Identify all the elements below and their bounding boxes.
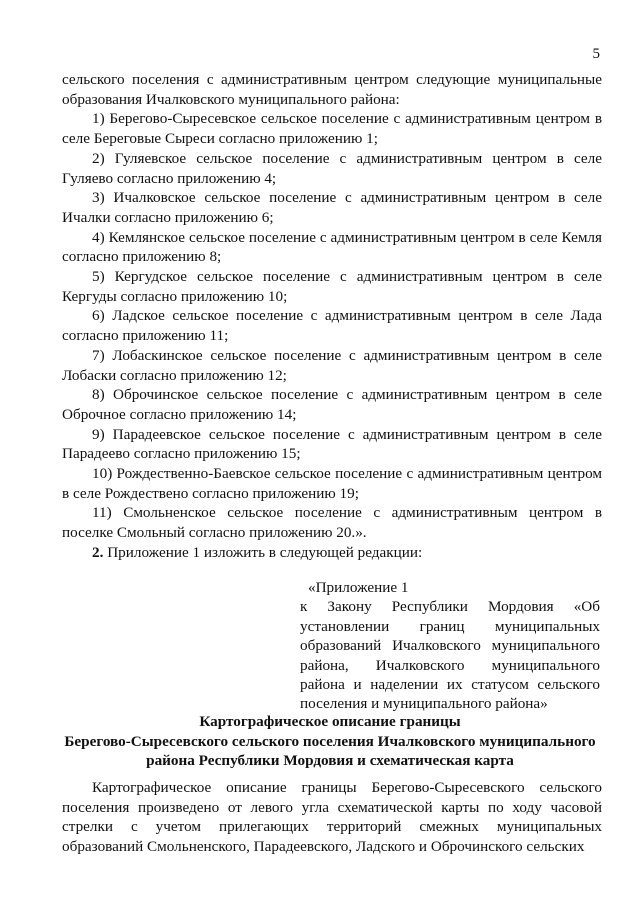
list-item: 10) Рождественно-Баевское сельское поселение с административным центром в селе Рождествено согласно приложению 19;: [62, 465, 602, 502]
list-item: 7) Лобаскинское сельское поселение с административным центром в селе Лобаски согласно приложению 12;: [62, 346, 602, 384]
list-item: 8) Оброчинское сельское поселение с административным центром в селе Оброчное согласно приложению 14;: [62, 386, 602, 423]
main-text: [62, 70, 602, 563]
heading-line-3: района Республики Мордовия и схематическая карта: [146, 752, 514, 769]
page-number: 5: [592, 46, 600, 62]
heading-line-2: Берегово-Сыресевского сельского поселения Ичалковского муниципального: [64, 732, 596, 750]
heading-line-1: Картографическое описание границы: [199, 713, 461, 730]
item-2-text: Приложение 1 изложить в следующей редакции:: [107, 543, 423, 561]
section-heading: [40, 712, 620, 771]
appendix-block: [300, 578, 600, 714]
list-item: 3) Ичалковское сельское поселение с административным центром в селе Ичалки согласно приложению 6;: [62, 189, 602, 226]
list-item: 4) Кемлянское сельское поселение с административным центром в селе Кемля согласно приложению 8;: [62, 228, 602, 266]
list-item: 6) Ладское сельское поселение с административным центром в селе Лада согласно приложению 11;: [62, 307, 602, 345]
item-2-paragraph: [62, 543, 602, 563]
intro-paragraph: Картографическое описание границы Берегово-Сыресевского сельского поселения произведено от левого угла схематической карты по ходу часовой стрелки с учетом прилегающих территорий смежных муниципальных образований Смольненского, Парадеевского, Ладского и Оброчинского сельских: [62, 779, 602, 855]
list-item: 9) Парадеевское сельское поселение с административным центром в селе Парадеево согласно приложению 15;: [62, 425, 602, 463]
list-item: 5) Кергудское сельское поселение с административным центром в селе Кергуды согласно приложению 10;: [62, 268, 602, 305]
continuation-paragraph: сельского поселения с административным центром следующие муниципальные образования Ичалковского муниципального района:: [62, 71, 602, 108]
appendix-title: «Приложение 1: [308, 579, 409, 596]
list-item: 2) Гуляевское сельское поселение с административным центром в селе Гуляево согласно приложению 4;: [62, 149, 602, 187]
list-item: 11) Смольненское сельское поселение с административным центром в поселке Смольный согласно приложению 20.».: [62, 504, 602, 542]
list-item: 1) Берегово-Сыресевское сельское поселение с административным центром в селе Береговые Сыреси согласно приложению 1;: [62, 110, 602, 148]
appendix-text: к Закону Республики Мордовия «Об установлении границ муниципальных образований Ичалковского муниципального района, Ичалковского муниципального района и наделении их статусом сельского поселения и муниципального района»: [300, 598, 600, 713]
item-2-number: 2.: [92, 543, 104, 561]
